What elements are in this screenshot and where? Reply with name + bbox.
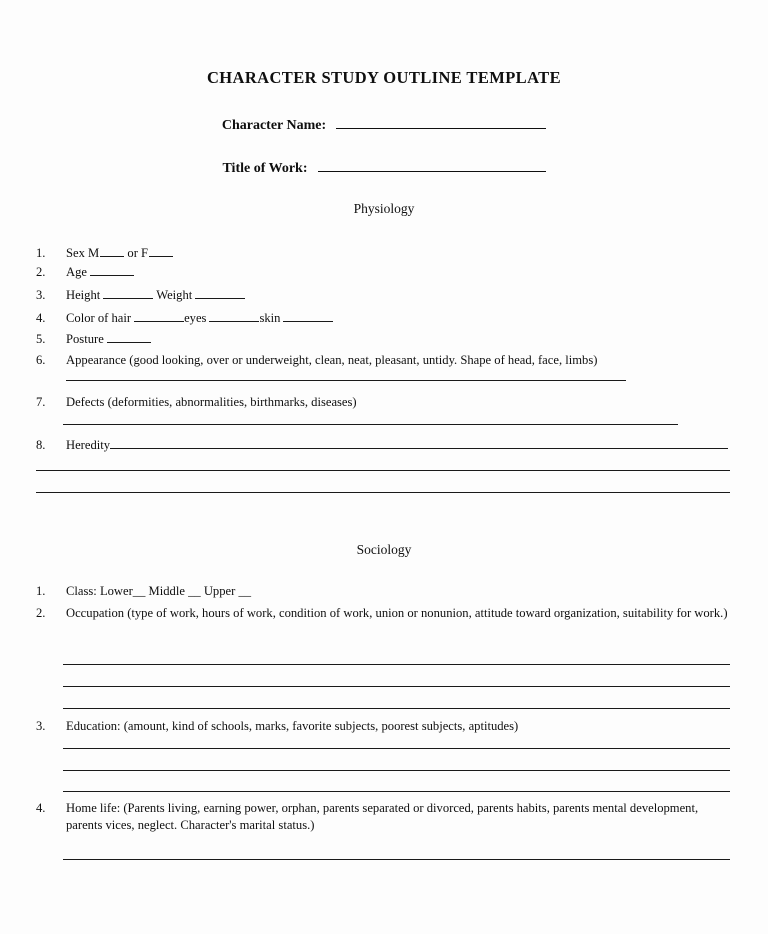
blank-line[interactable] <box>63 859 730 860</box>
character-name-field-row <box>0 115 768 134</box>
item-text-part: Posture <box>66 332 104 346</box>
list-item <box>36 310 333 327</box>
list-item <box>36 800 736 834</box>
section-heading-physiology: Physiology <box>353 201 415 216</box>
blank-line[interactable] <box>63 770 730 771</box>
item-text <box>66 437 736 454</box>
item-text-part: Height <box>66 288 101 302</box>
blank-line[interactable] <box>107 332 151 343</box>
item-text <box>66 352 736 386</box>
blank-line[interactable] <box>195 288 245 299</box>
item-text-part: Weight <box>156 288 193 302</box>
item-text-part: eyes <box>184 311 207 325</box>
blank-line[interactable] <box>63 791 730 792</box>
blank-line[interactable] <box>90 265 134 276</box>
blank-line[interactable] <box>66 369 626 381</box>
blank-line[interactable] <box>209 311 259 322</box>
item-text-part: Heredity <box>66 438 111 452</box>
item-text <box>66 331 151 348</box>
list-item <box>36 437 736 454</box>
blank-line[interactable] <box>36 492 730 493</box>
section-heading-sociology: Sociology <box>356 542 412 557</box>
item-text-part: Color of hair <box>66 311 132 325</box>
item-number: 1. <box>36 584 46 598</box>
item-text: Education: (amount, kind of schools, marks, favorite subjects, poorest subjects, aptitudes) <box>66 719 519 733</box>
blank-line[interactable] <box>63 686 730 687</box>
blank-line[interactable] <box>63 708 730 709</box>
blank-line[interactable] <box>103 288 153 299</box>
title-of-work-label: Title of Work: <box>222 161 308 176</box>
list-item <box>36 331 151 348</box>
item-text: Class: Lower__ Middle __ Upper __ <box>66 584 252 598</box>
blank-line[interactable] <box>63 664 730 665</box>
list-item <box>36 605 736 622</box>
blank-line[interactable] <box>110 437 728 449</box>
item-text-part: or F <box>127 246 149 260</box>
item-number: 2. <box>36 265 46 279</box>
list-item <box>36 287 245 304</box>
item-text <box>66 287 245 304</box>
title-of-work-input-line[interactable] <box>318 158 546 172</box>
item-text-part: Appearance (good looking, over or underweight, clean, neat, pleasant, untidy. Shape of head, face, limbs) <box>66 353 598 367</box>
list-item <box>36 718 736 735</box>
item-text <box>66 245 173 262</box>
list-item <box>36 264 134 281</box>
item-number: 3. <box>36 288 46 302</box>
item-text <box>66 264 134 281</box>
item-number: 2. <box>36 606 46 620</box>
item-text: Home life: (Parents living, earning power, orphan, parents separated or divorced, parents habits, parents mental development, parents vices, neglect. Character's marital status.) <box>66 801 699 832</box>
item-number: 7. <box>36 395 46 409</box>
item-number: 4. <box>36 311 46 325</box>
item-text: Defects (deformities, abnormalities, birthmarks, diseases) <box>66 395 357 409</box>
blank-line[interactable] <box>63 424 678 425</box>
item-number: 1. <box>36 246 46 260</box>
blank-line[interactable] <box>283 311 333 322</box>
page-title: CHARACTER STUDY OUTLINE TEMPLATE <box>206 68 561 87</box>
blank-line[interactable] <box>149 246 173 257</box>
character-name-input-line[interactable] <box>336 115 546 129</box>
item-text <box>66 310 333 327</box>
item-text-part: Age <box>66 265 87 279</box>
blank-line[interactable] <box>63 748 730 749</box>
list-item <box>36 583 251 600</box>
title-of-work-field-row <box>0 158 768 177</box>
item-number: 5. <box>36 332 46 346</box>
list-item <box>36 245 173 262</box>
blank-line[interactable] <box>100 246 124 257</box>
blank-line[interactable] <box>134 311 184 322</box>
item-number: 4. <box>36 801 46 815</box>
item-number: 6. <box>36 353 46 367</box>
character-name-label: Character Name: <box>221 118 327 133</box>
item-number: 8. <box>36 438 46 452</box>
list-item <box>36 352 736 386</box>
item-text-part: skin <box>259 311 281 325</box>
item-text-part: Sex M <box>66 246 100 260</box>
item-text: Occupation (type of work, hours of work, condition of work, union or nonunion, attitude toward organization, suitability for work.) <box>66 606 728 620</box>
item-number: 3. <box>36 719 46 733</box>
list-item <box>36 394 736 411</box>
blank-line[interactable] <box>36 470 730 471</box>
